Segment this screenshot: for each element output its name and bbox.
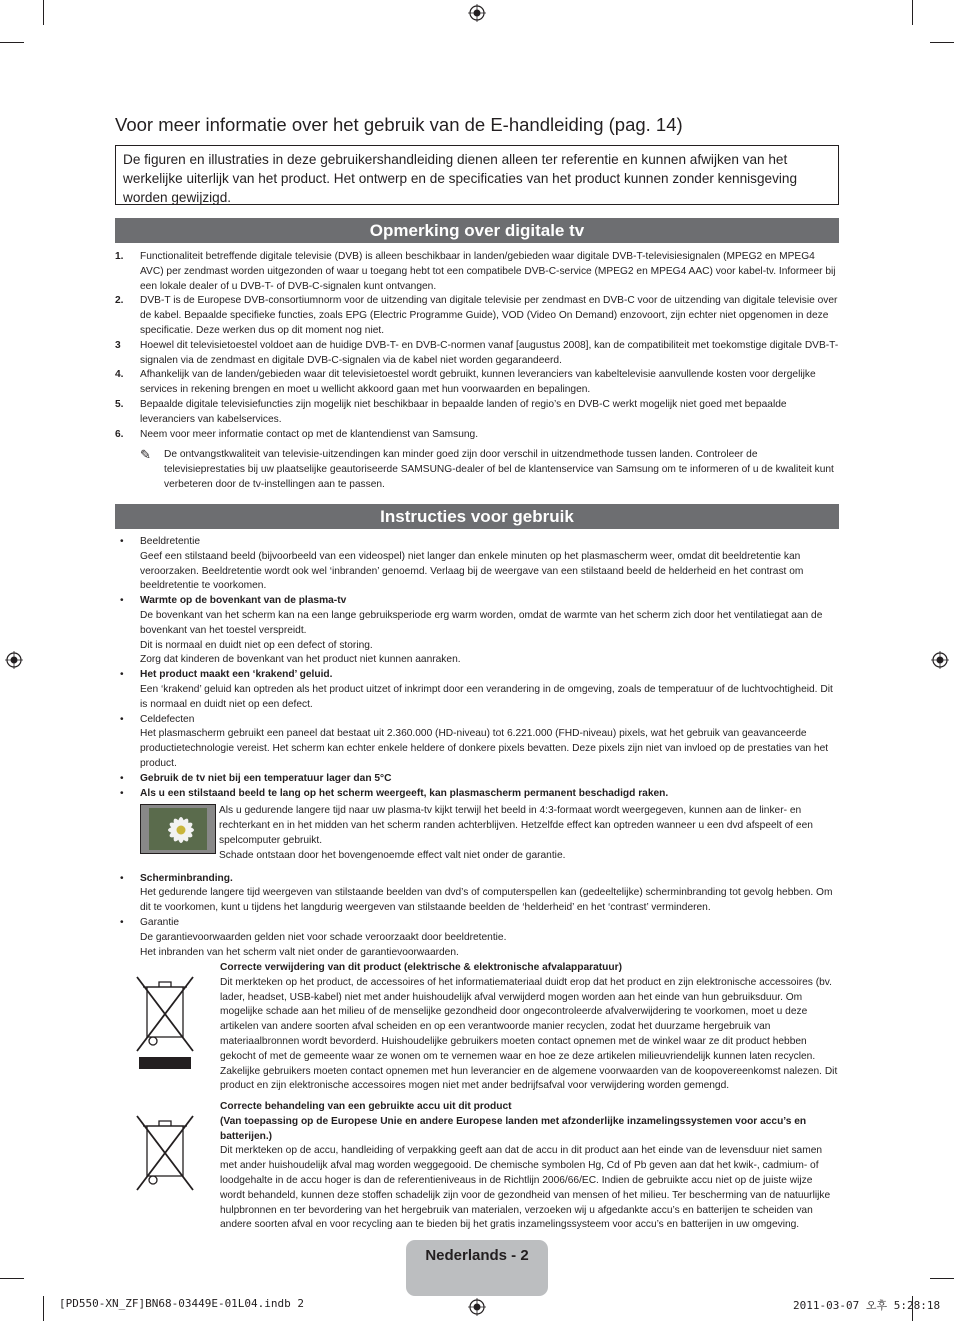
- bullet-icon: •: [120, 916, 124, 928]
- item-text: Bepaalde digitale televisiefuncties zijn mogelijk niet beschikbaar in bepaalde landen of regio’s en DVB-C werkt mogelijk niet goed met bepaalde leveranciers van kabelservices.: [140, 398, 787, 425]
- item-heading: Het product maakt een ‘krakend’ geluid.: [140, 669, 333, 681]
- weee-title: Correcte verwijdering van dit product (elektrische & elektronische afvalapparatuur): [220, 962, 622, 973]
- item-number: 6.: [115, 428, 124, 440]
- tv-image-retention-illustration: [140, 804, 216, 854]
- item-body: Het plasmascherm gebruikt een paneel dat bestaat uit 2.360.000 (HD-niveau) tot 6.221.000 (FHD-niveau) pixels, wat het gebruik van geavanceerde productietechnologie vereist. Het scherm kan echter enkele heldere of donkere pixels bevatten. Deze pixels zijn niet van invloed op de prestaties van het product.: [140, 728, 829, 769]
- item-heading: Celdefecten: [140, 713, 195, 725]
- registration-mark-icon: [931, 651, 949, 669]
- image-text: Schade ontstaan door het bovengenoemde effect valt niet onder de garantie.: [219, 849, 566, 861]
- weee-body: Dit merkteken op het product, de accessoires of het informatiemateriaal duidt erop dat het product en zijn elektronische accessoires (bv. lader, headset, USB-kabel) niet met ander huishoudelijk afval verwijderd mogen worden aan het einde van hun gebruiksduur. Om mogelijke schade aan het milieu of de menselijke gezondheid door ongecontroleerde afvalverwijdering te voorkomen, moet u deze artikelen van andere soorten afval scheiden en op een verantwoorde manier recyclen, zodat het duurzame hergebruik van materiaalbronnen wordt bevorderd. Huishoudelijke gebruikers moeten contact opnemen met de winkel waar ze dit product hebben gekocht of met de gemeente waar ze wonen om te vernemen waar en hoe ze deze artikelen milieuvriendelijk kunnen laten recyclen. Zakelijke gebruikers moeten contact opnemen met hun leverancier en de algemene voorwaarden van de koopovereenkomst nalezen. Dit product en zijn elektronische accessoires mogen niet met ander bedrijfsafval voor verwijdering worden gemengd.: [220, 976, 838, 1092]
- crossed-bin-battery-icon: [133, 1112, 197, 1192]
- file-name: [PD550-XN_ZF]BN68-03449E-01L04.indb 2: [59, 1297, 305, 1310]
- bullet-icon: •: [120, 772, 124, 784]
- item-body: Zorg dat kinderen de bovenkant van het product niet kunnen aanraken.: [140, 654, 461, 666]
- crossed-bin-weee-icon: [133, 973, 197, 1069]
- item-number: 2.: [115, 295, 124, 307]
- list-item: [115, 368, 839, 398]
- weee-disposal-block: [115, 961, 839, 1094]
- crop-mark: [0, 42, 24, 43]
- page-title: Voor meer informatie over het gebruik van de E-handleiding (pag. 14): [115, 114, 683, 135]
- item-number: 3: [115, 339, 121, 351]
- list-item: [115, 428, 839, 443]
- list-item: [115, 916, 839, 960]
- list-item: [115, 668, 839, 712]
- item-heading: Scherminbranding.: [140, 872, 233, 884]
- battery-subtitle: (Van toepassing op de Europese Unie en andere Europese landen met afzonderlijke inzamelingssystemen voor accu’s en batterijen.): [220, 1115, 807, 1142]
- item-text: Neem voor meer informatie contact op met de klantendienst van Samsung.: [140, 428, 479, 440]
- battery-body: Dit merkteken op de accu, handleiding of verpakking geeft aan dat de accu in dit product aan het einde van de levensduur niet samen met ander huishoudelijk afval mag worden weggegooid. De chemische symbolen Hg, Cd of Pb geven aan dat het kwik-, cadmium- of loodgehalte in de accu hoger is dan de referentieniveaus in de Richtlijn 2006/66/EC. Indien de gebruikte accu niet op de juiste wijze wordt behandeld, kunnen deze stoffen schadelijk zijn voor de gezondheid van mensen of het milieu. Ter bescherming van de natuurlijke hulpbronnen en ter bevordering van het hergebruik van materialen, verzoeken wij u afgedankte accu’s en batterijen te scheiden van andere soorten afval en voor recycling aan te bieden bij het gratis inzamelingssysteem voor accu’s en batterijen in uw omgeving.: [220, 1145, 831, 1231]
- item-text: Hoewel dit televisietoestel voldoet aan de huidige DVB-T- en DVB-C-normen vanaf [augustus 2008], kan de compatibiliteit met toekomstige digitale DVB-T-signalen via de zendmast en digitale DVB-C-signalen via de kabel niet worden gegarandeerd.: [140, 339, 839, 366]
- list-item: [115, 250, 839, 294]
- item-number: 5.: [115, 398, 124, 410]
- item-heading: Als u een stilstaand beeld te lang op het scherm weergeeft, kan plasmascherm permanent beschadigd raken.: [140, 787, 669, 799]
- item-text: DVB-T is de Europese DVB-consortiumnorm voor de uitzending van digitale televisie per zendmast en DVB-C voor de uitzending van digitale televisie over de kabel. Bepaalde specifieke functies, zoals EPG (Electric Programme Guide), VOD (Video On Demand) enzovoort, zijn echter niet opgenomen in deze specificatie. Deze werken dus op dit moment nog niet.: [140, 295, 838, 336]
- list-item: [115, 772, 839, 787]
- crop-mark: [930, 42, 954, 43]
- item-text: Functionaliteit betreffende digitale televisie (DVB) is alleen beschikbaar in landen/gebieden waar digitale DVB-T-televisiesignalen (MPEG2 en MPEG4 AVC) per zendmast worden uitgezonden of waar u toegang hebt tot een compatibele DVB-C-service (MPEG2 en MPEG4 AAC) voor kabel-tv. Informeer bij een lokale dealer of u DVB-T- of DVB-C-signalen kunt ontvangen.: [140, 251, 836, 292]
- page-number-tab: Nederlands - 2: [406, 1240, 548, 1296]
- pencil-note-icon: ✎: [140, 447, 151, 462]
- note-text: De ontvangstkwaliteit van televisie-uitzendingen kan minder goed zijn door verschil in uitzendmethode tussen landen. Controleer de televisieprestaties bij uw plaatselijke geautoriseerde SAMSUNG-dealer of bel de klantenservice van Samsung om te informeren of u de kwaliteit kunt verbeteren door de tv-instellingen aan te passen.: [164, 449, 834, 490]
- item-heading: Gebruik de tv niet bij een temperatuur lager dan 5°C: [140, 772, 392, 784]
- list-item: [115, 787, 839, 864]
- item-text: Afhankelijk van de landen/gebieden waar dit televisietoestel wordt gebruikt, kunnen leveranciers van kabeltelevisie aanvullende kosten voor dergelijke services in rekening brengen en moet u wellicht akkoord gaan met hun voorwaarden en bepalingen.: [140, 369, 816, 396]
- list-item: [115, 535, 839, 594]
- note: [138, 448, 838, 492]
- bullet-icon: •: [120, 595, 124, 607]
- disclaimer-box: De figuren en illustraties in deze gebruikershandleiding dienen alleen ter referentie en kunnen afwijken van het werkelijke uiterlijk van het product. Het ontwerp en de specificaties van het product kunnen zonder kennisgeving worden gewijzigd.: [115, 145, 839, 205]
- item-heading: Beeldretentie: [140, 536, 201, 547]
- list-item: [115, 872, 839, 916]
- section-heading-digital-tv: Opmerking over digitale tv: [115, 218, 839, 243]
- image-text: Als u gedurende langere tijd naar uw plasma-tv kijkt terwijl het beeld in 4:3-formaat wordt weergegeven, kunnen aan de linker- en rechterkant en in het midden van het scherm randen achterblijven. Hetzelfde effect kan optreden wanneer u een dvd afspeelt of een spelcomputer gebruikt.: [219, 805, 813, 846]
- list-item: [115, 713, 839, 772]
- item-body: Een ‘krakend’ geluid kan optreden als het product uitzet of inkrimpt door een verandering in de omgeving, zoals de temperatuur of de luchtvochtigheid. Dit is normaal en duidt niet op een defect.: [140, 683, 833, 710]
- item-number: 4.: [115, 369, 124, 381]
- item-body: De bovenkant van het scherm kan na een lange gebruiksperiode erg warm worden, omdat de warmte van het scherm zich door het ventilatiegat aan de bovenkant van het toestel verspreidt.: [140, 609, 823, 636]
- item-body: Geef een stilstaand beeld (bijvoorbeeld van een videospel) niet langer dan enkele minuten op het plasmascherm weer, omdat dit beeldretentie kan veroorzaken. Beeldretentie wordt ook wel ‘inbranden’ genoemd. Verlaag bij de weergave van een stilstaand beeld de helderheid en het contrast om beeldretentie te voorkomen.: [140, 550, 804, 592]
- image-retention-block: [140, 804, 839, 863]
- list-item: [115, 294, 839, 338]
- bullet-icon: •: [120, 669, 124, 681]
- bullet-icon: •: [120, 787, 124, 799]
- item-body: Dit is normaal en duidt niet op een defect of storing.: [140, 639, 373, 651]
- crop-mark: [43, 1296, 44, 1321]
- battery-title: Correcte behandeling van een gebruikte accu uit dit product: [220, 1101, 512, 1112]
- registration-mark-icon: [5, 651, 23, 669]
- registration-mark-icon: [468, 1298, 486, 1316]
- section-heading-usage: Instructies voor gebruik: [115, 504, 839, 529]
- usage-list: [115, 535, 839, 960]
- list-item: [115, 398, 839, 428]
- crop-mark: [930, 1278, 954, 1279]
- item-heading: Warmte op de bovenkant van de plasma-tv: [140, 595, 347, 607]
- item-number: 1.: [115, 251, 124, 262]
- crop-mark: [912, 0, 913, 25]
- bullet-icon: •: [120, 713, 124, 725]
- bullet-icon: •: [120, 872, 124, 884]
- registration-mark-icon: [468, 4, 486, 22]
- battery-disposal-block: [115, 1100, 839, 1233]
- list-item: [115, 339, 839, 369]
- crop-mark: [43, 0, 44, 25]
- item-body: Het gedurende langere tijd weergeven van stilstaande beelden van dvd’s of computerspellen kan (gedeeltelijke) scherminbranding tot gevolg hebben. Om dit te voorkomen, kunt u tijdens het langdurig weergeven van stilstaande beelden de ‘helderheid’ en het ‘contrast’ verminderen.: [140, 887, 833, 914]
- item-body: De garantievoorwaarden gelden niet voor schade veroorzaakt door beeldretentie.: [140, 931, 507, 943]
- item-heading: Garantie: [140, 916, 180, 928]
- crop-mark: [0, 1278, 24, 1279]
- digital-tv-list: [115, 250, 839, 442]
- list-item: [115, 594, 839, 668]
- item-body: Het inbranden van het scherm valt niet onder de garantievoorwaarden.: [140, 946, 459, 958]
- bullet-icon: •: [120, 536, 124, 547]
- print-timestamp: 2011-03-07 오후 5:28:18: [793, 1299, 941, 1312]
